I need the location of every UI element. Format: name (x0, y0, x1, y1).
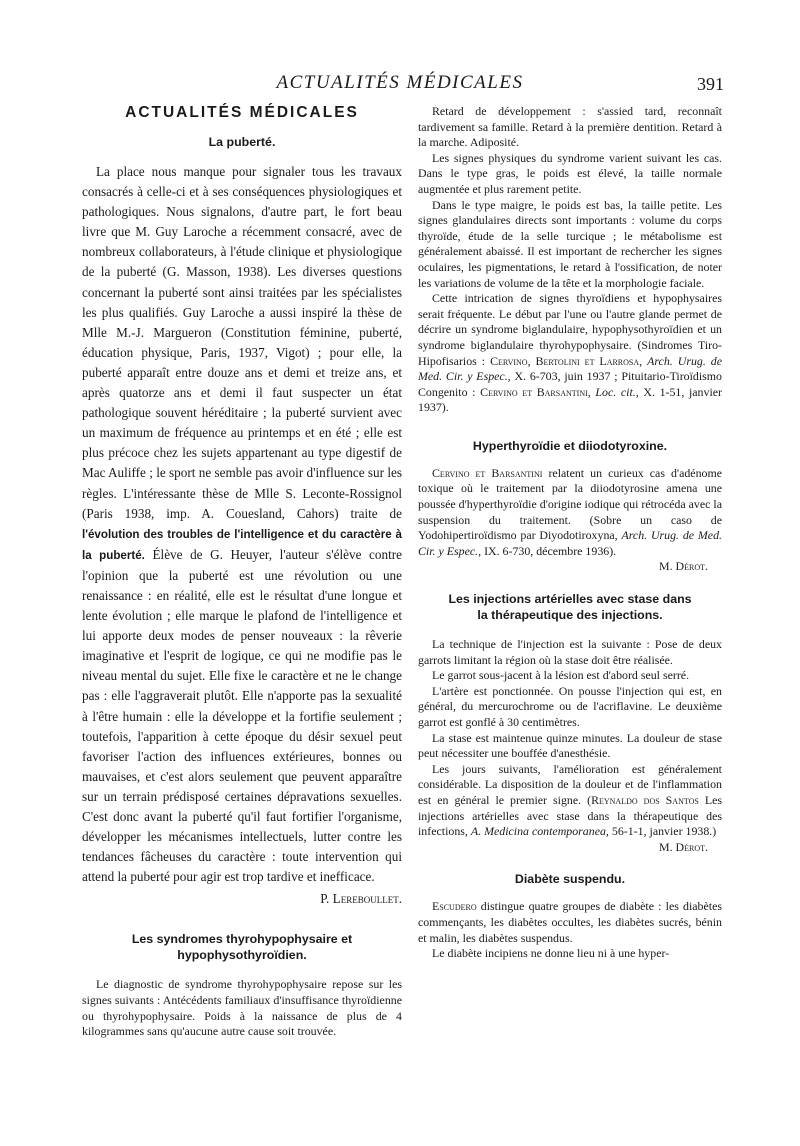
syndromes-paragraph-4: Dans le type maigre, le poids est bas, la taille petite. Les signes glandulaires directs sont importants : volume du corps thyroïde, étude de la selle turcique ; le métabolisme est généralement abaissé. Il est important de rechercher les signes oculaires, les pigmentations, le retard à l'ossification, de noter les variations de volume de la tête et la morphologie faciale. (418, 197, 722, 290)
diabete-text: distingue quatre groupes de diabète : les diabètes commençants, les diabètes occultes, les diabètes sucrés, bénin et malin, les diabètes suspendus. (418, 899, 722, 945)
syndromes-paragraph-5 (418, 291, 722, 416)
injections-paragraph-1: La technique de l'injection est la suivante : Pose de deux garrots limitant la région où la stase doit être réalisée. (418, 637, 722, 667)
page-number: 391 (697, 74, 724, 94)
syndromes-p5-journal: Arch. Urug. de Med. Cir. y Espec., (418, 353, 723, 384)
injections-paragraph-3: L'artère est ponctionnée. On pousse l'injection qui est, en général, du mercurochrome ou de l'acriflavine. Le deuxième garrot est gonflé à 30 centimètres. (418, 683, 722, 729)
running-head (0, 72, 800, 96)
diabete-author: Escudero (432, 899, 477, 914)
hyperthyroidie-journal: Arch. Urug. de Med. Cir. y Espec., (418, 528, 722, 558)
syndromes-paragraph-1: Le diagnostic de syndrome thyrohypophysaire repose sur les signes suivants : Antécédents familiaux d'insuffisance thyroïdienne ou thyrohypophysaire. Poids à la naissance de plus de 4 kilogrammes sans qu'aucune autre cause soit trouvée. (82, 977, 402, 1039)
section-title-syndromes-line1: Les syndromes thyrohypophysaire et (131, 932, 353, 947)
syndromes-p5-authors-2: Cervino et Barsantini, (480, 384, 591, 399)
puberte-body: La place nous manque pour signaler tous les travaux consacrés à celle-ci et à ses conséquences physiologiques et pathologiques. Nous signalons, d'autre part, le fort beau livre que M. Guy Laroche a récemment consacré, avec de nombreux collaborateurs, à l'étude clinique et physiologique de la puberté (G. Masson, 1938). Les diverses questions concernant la puberté sont ainsi traitées par les spécialistes les plus qualifiés. Guy Laroche a aussi inspiré la thèse de Mlle M.-J. Margueron (Constitution féminine, puberté, éducation physique, Paris, 1937, Vigot) ; pour elle, la puberté apparaît entre douze ans et demi et treize ans, et après quatorze ans et demi il faut suspecter un état pathologique souvent héréditaire ; la puberté survient avec un maximum de fréquence au printemps et en été ; elle est plus précoce chez les sujets appartenant au type digestif de Mac Auliffe ; le sport ne semble pas avoir d'influence sur les règles. L'intéressante thèse de Mlle S. Leconte-Rossignol (Paris 1938, imp. A. Couesland, Cahors) traite de (82, 164, 402, 521)
hyperthyroidie-paragraph (418, 466, 722, 560)
injections-p5-text-c: 56-1-1, janvier 1938.) (611, 824, 717, 839)
syndromes-paragraph-2: Retard de développement : s'assied tard, reconnaît tardivement sa famille. Retard à la première dentition. Retard à la marche. Adiposité. (418, 104, 722, 150)
diabete-paragraph-2: Le diabète incipiens ne donne lieu ni à une hyper- (432, 946, 670, 961)
diabete-paragraph-1 (418, 899, 722, 946)
injections-p5-authors: Reynaldo dos Santos (591, 792, 699, 807)
section-title-hyperthyroidie: Hyperthyroïdie et diiodotyroxine. (472, 438, 668, 453)
syndromes-p5-text-c: X. 1-51, janvier 1937). (418, 384, 722, 415)
signature-derot-2: M. Dérot. (659, 839, 708, 854)
running-head-title: ACTUALITÉS MÉDICALES (276, 72, 524, 93)
puberte-paragraph-1 (82, 162, 402, 887)
injections-paragraph-5 (418, 762, 722, 840)
syndromes-p5-authors: Cervino, Bertolini et Larrosa, (490, 353, 643, 368)
syndromes-p5-loc-cit: Loc. cit., (595, 384, 639, 399)
section-title-diabete: Diabète suspendu. (514, 872, 626, 887)
injections-paragraph-2: Le garrot sous-jacent à la lésion est d'abord seul serré. (432, 668, 690, 683)
hyperthyroidie-authors: Cervino et Barsantini (432, 465, 543, 480)
signature-derot-1: M. Dérot. (659, 559, 708, 574)
injections-p5-text-a: Les jours suivants, l'amélioration est généralement considérable. La disposition de la douleur et de l'inflammation est en général le premier signe. ( (418, 761, 722, 807)
syndromes-paragraph-3: Les signes physiques du syndrome varient suivant les cas. Dans le type gras, le poids est élevé, la taille normale augmentée et plus rarement petite. (418, 150, 722, 196)
hyperthyroidie-text-a: relatent un curieux cas d'adénome toxique où le traitement par la diiodotyrosine amena une poussée d'hyperthyroïdie d'origine iodique qui rétrocéda avec la suspension du traitement. (Sobre un caso de Yodohipertiroïdismo par Diyodotiroxyna, (418, 465, 722, 543)
section-title-syndromes-line2: hypophysothyroïdien. (177, 948, 307, 963)
injections-paragraph-4: La stase est maintenue quinze minutes. La douleur de stase peut nécessiter une bouffée d'anesthésie. (418, 730, 722, 761)
section-title-injections-line2: la thérapeutique des injections. (477, 608, 663, 623)
injections-p5-text-b: Les injections artérielles avec stase dans la thérapeutique des infections, (418, 792, 722, 839)
section-title-injections-line1: Les injections artérielles avec stase dans (448, 592, 692, 607)
puberte-emphasis: l'évolution des troubles de l'intelligence et du caractère à la puberté. (82, 527, 402, 562)
puberte-body-2: Élève de G. Heuyer, l'auteur s'élève contre l'opinion que la puberté est une révolution ou une renaissance : en réalité, elle est le résultat d'une longue et lente évolution ; elle marque le plafond de l'intelligence et lui apporte deux modes de penser nouveaux : la rêverie imaginative et l'esprit de logique, ce qui ne modifie pas le niveau mental du sujet. Elle fixe le caractère et ne le change pas : elle l'aggraverait plutôt. Elle n'apporte pas la sexualité à l'être humain : elle la développe et la fortifie seulement ; toutefois, l'apparition à cette époque du désir sexuel peut favoriser l'action des influences extérieures, bonnes ou mauvaises, et c'est alors seulement que peuvent apparaître sur un terrain prédisposé certaines dépravations sexuelles. C'est donc avant la puberté qu'il faut fortifier l'organisme, développer les mécanismes intellectuels, lutter contre les tendances fâcheuses du caractère : toute intervention qui attend la puberté pour agir est trop tardive et inefficace. (82, 546, 402, 885)
syndromes-p5-text-b: X. 6-703, juin 1937 ; Pituitario-Tiroïdismo Congenito : (418, 369, 722, 399)
syndromes-p5-text-a: Cette intrication de signes thyroïdiens et hypophysaires serait fréquente. Le début par l'une ou l'autre glande permet de décrire un syndrome biglandulaire, hypophysothyroïdien et un syndrome biglandulaire thyrohypophysaire. (Sindromes Tiro-Hipofisarios : (418, 291, 722, 368)
main-heading: ACTUALITÉS MÉDICALES (125, 104, 359, 121)
right-column (418, 104, 722, 962)
section-title-puberte: La puberté. (208, 135, 276, 149)
injections-p5-journal: A. Medicina contemporanea, (470, 824, 609, 839)
signature-lereboullet: P. Lereboullet. (320, 891, 402, 907)
hyperthyroidie-text-b: IX. 6-730, décembre 1936). (484, 543, 617, 558)
left-column (82, 104, 402, 1040)
